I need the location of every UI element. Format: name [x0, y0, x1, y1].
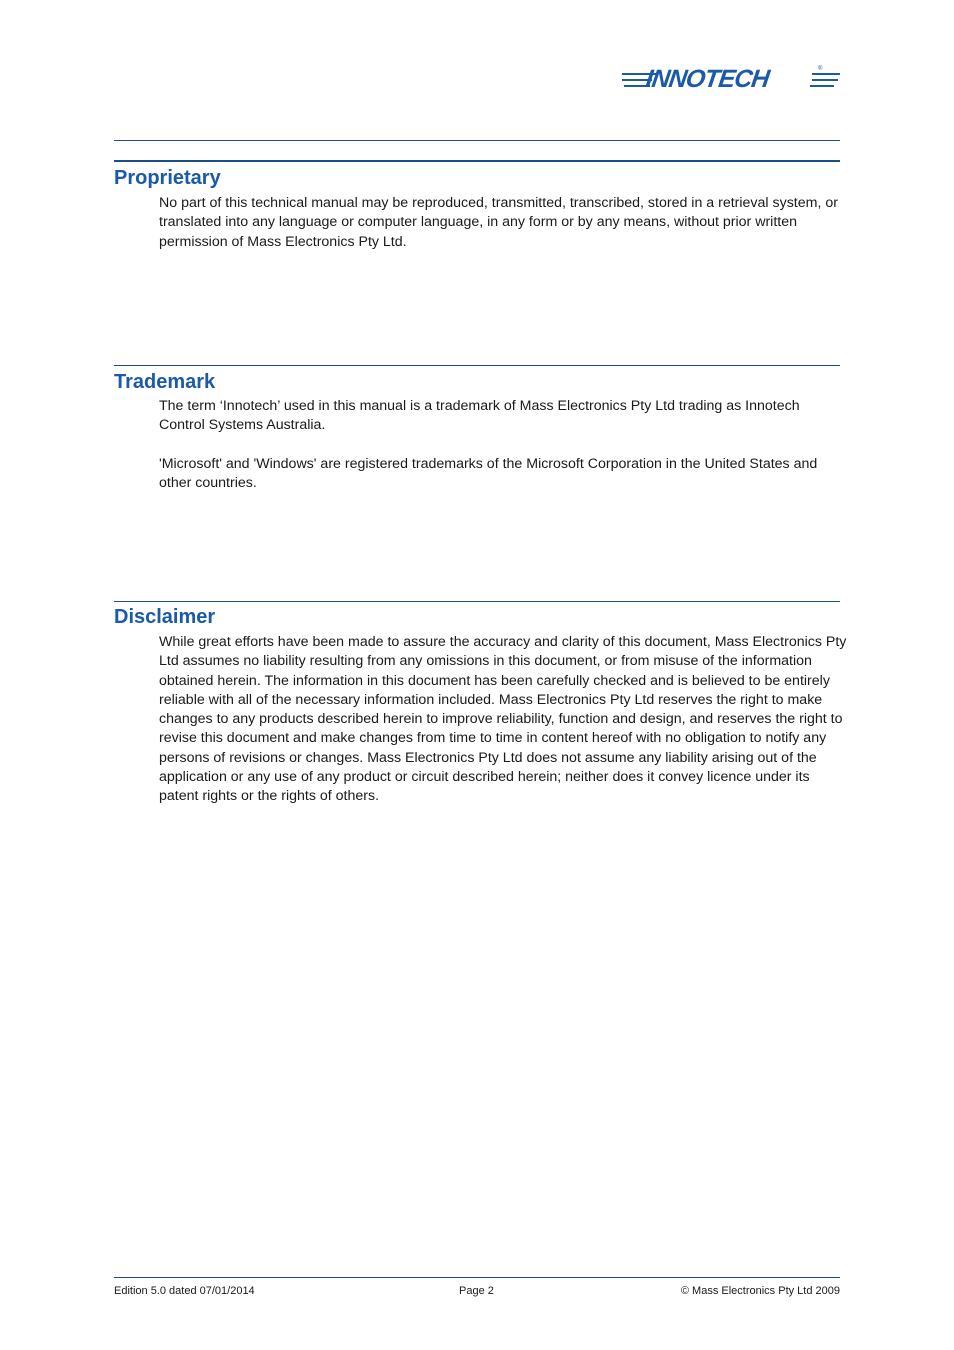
- proprietary-heading: Proprietary: [114, 167, 221, 189]
- logo-registered-mark: ®: [818, 66, 823, 72]
- logo-stripe: [812, 73, 840, 75]
- logo-stripe: [810, 85, 834, 87]
- proprietary-paragraph: No part of this technical manual may be reproduced, transmitted, transcribed, stored in a retrieval system, or translated into any language or computer language, in any form or by any means, without prior written permission of Mass Electronics Pty Ltd.: [159, 195, 838, 250]
- trademark-heading: Trademark: [114, 371, 216, 393]
- innotech-logo: [622, 64, 842, 94]
- header-rule: [114, 140, 840, 141]
- footer-copyright: © Mass Electronics Pty Ltd 2009: [680, 1285, 840, 1297]
- disclaimer-paragraph: While great efforts have been made to assure the accuracy and clarity of this document, Mass Electronics Pty Ltd assumes no liability resulting from any omissions in this document, or from misuse of the information obtained herein. The information in this document has been carefully checked and is believed to be entirely reliable with all of the necessary information included. Mass Electronics Pty Ltd reserves the right to make changes to any products described herein to improve reliability, function and design, and reserves the right to revise this document and make changes from time to time in content hereof with no obligation to notify any persons of revisions or changes. Mass Electronics Pty Ltd does not assume any liability arising out of the application or any use of any product or circuit described herein; neither does it convey licence under its patent rights or the rights of others.: [159, 634, 847, 805]
- section-rule: [114, 601, 840, 602]
- logo-stripe: [812, 79, 838, 81]
- footer-edition: Edition 5.0 dated 07/01/2014: [114, 1285, 255, 1297]
- footer-page-number: Page 2: [459, 1285, 494, 1297]
- logo-wordmark: INNOTECH: [644, 65, 771, 93]
- section-rule: [114, 160, 840, 162]
- trademark-paragraph: 'Microsoft' and 'Windows' are registered trademarks of the Microsoft Corporation in the United States and other countries.: [159, 456, 818, 492]
- trademark-paragraph: The term ‘Innotech’ used in this manual is a trademark of Mass Electronics Pty Ltd trading as Innotech Control Systems Australia.: [159, 398, 800, 434]
- footer-rule: [114, 1277, 840, 1278]
- section-rule: [114, 365, 840, 366]
- disclaimer-heading: Disclaimer: [114, 606, 216, 628]
